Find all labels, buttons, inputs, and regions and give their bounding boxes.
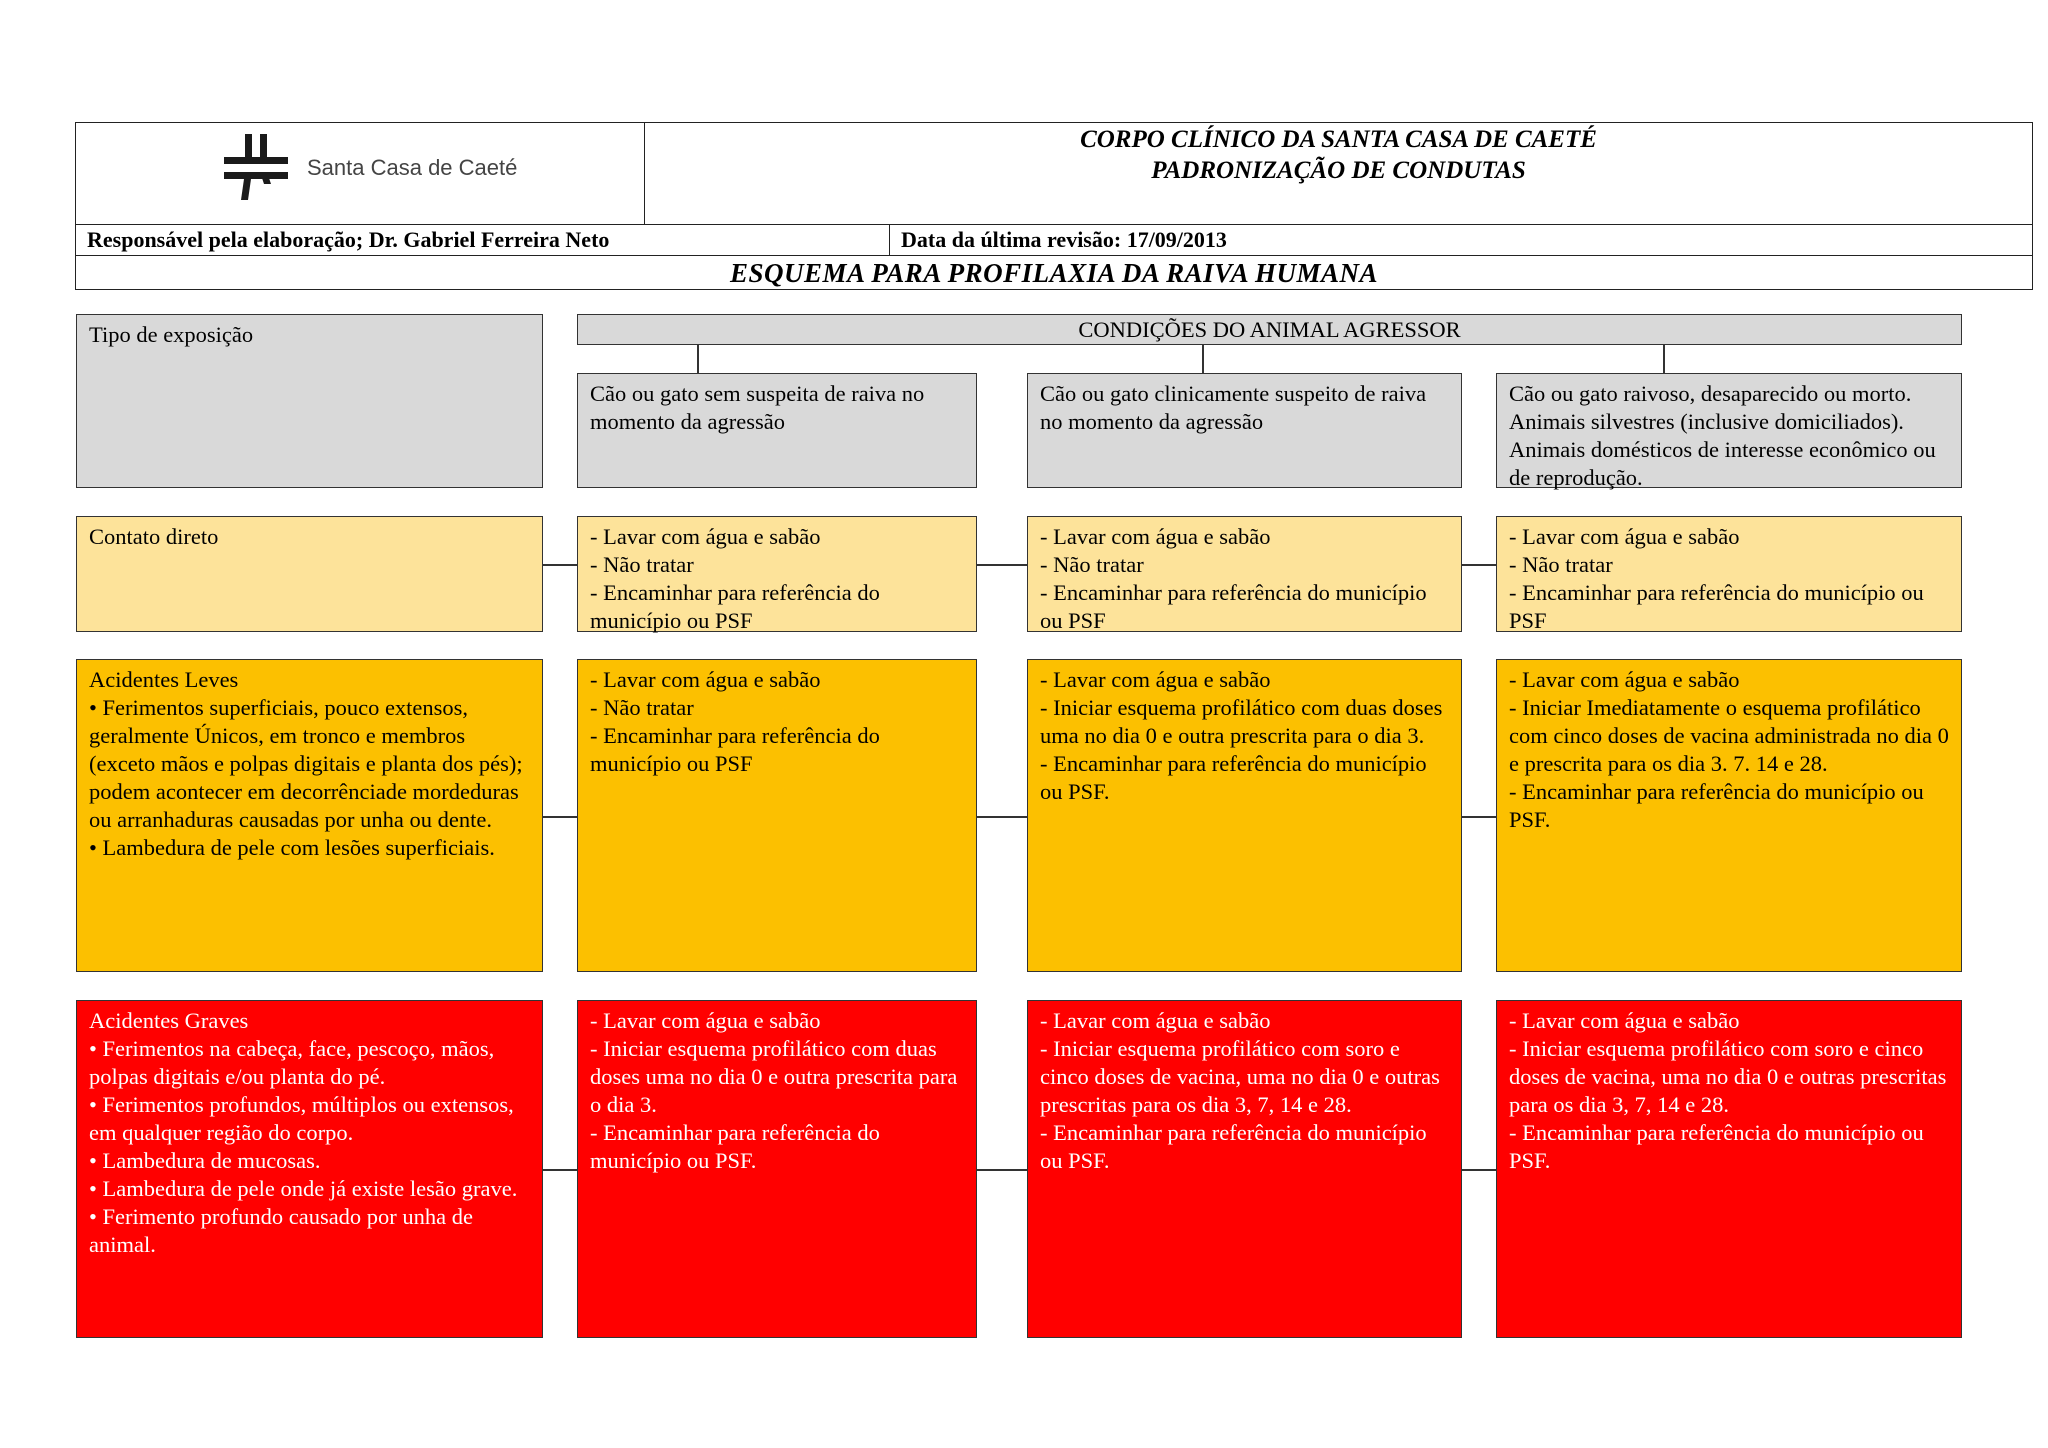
condition-clinically-suspect: Cão ou gato clinicamente suspeito de raiva no momento da agressão <box>1027 373 1462 488</box>
mild-accidents-no-suspicion: - Lavar com água e sabão - Não tratar - Encaminhar para referência do município ou PSF <box>577 659 977 972</box>
severe-accidents-suspect: - Lavar com água e sabão - Iniciar esquema profilático com soro e cinco doses de vacina, uma no dia 0 e outras prescritas para os dia 3, 7, 14 e 28. - Encaminhar para referência do município ou PSF. <box>1027 1000 1462 1338</box>
exposure-mild-accidents: Acidentes Leves • Ferimentos superficiais, pouco extensos, geralmente Únicos, em tronco e membros (exceto mãos e polpas digitais e planta dos pés); podem acontecer em decorrênciade mordeduras ou arranhaduras causadas por unha ou dente. • Lambedura de pele com lesões superficiais. <box>76 659 543 972</box>
santa-casa-cross-icon <box>224 134 288 204</box>
connector-line <box>1202 345 1204 373</box>
exposure-type-header: Tipo de exposição <box>76 314 543 488</box>
responsible-label: Responsável pela elaboração; Dr. Gabriel Ferreira Neto <box>87 227 610 252</box>
logo <box>210 122 530 218</box>
direct-contact-suspect: - Lavar com água e sabão - Não tratar - Encaminhar para referência do município ou PSF <box>1027 516 1462 632</box>
direct-contact-no-suspicion: - Lavar com água e sabão - Não tratar - Encaminhar para referência do município ou PSF <box>577 516 977 632</box>
condition-rabid-or-wild: Cão ou gato raivoso, desaparecido ou morto. Animais silvestres (inclusive domiciliados). Animais domésticos de interesse econômico ou de reprodução. <box>1496 373 1962 488</box>
connector-line <box>976 816 1028 818</box>
mild-accidents-rabid: - Lavar com água e sabão - Iniciar Imediatamente o esquema profilático com cinco doses de vacina administrada no dia 0 e prescrita para os dia 3. 7. 14 e 28. - Encaminhar para referência do município ou PSF. <box>1496 659 1962 972</box>
connector-line <box>542 564 578 566</box>
connector-line <box>1663 345 1665 373</box>
direct-contact-rabid: - Lavar com água e sabão - Não tratar - Encaminhar para referência do município ou PSF <box>1496 516 1962 632</box>
scheme-title: ESQUEMA PARA PROFILAXIA DA RAIVA HUMANA <box>730 258 1378 288</box>
exposure-direct-contact: Contato direto <box>76 516 543 632</box>
connector-line <box>1461 564 1497 566</box>
mild-accidents-suspect: - Lavar com água e sabão - Iniciar esquema profilático com duas doses uma no dia 0 e outra prescrita para o dia 3. - Encaminhar para referência do município ou PSF. <box>1027 659 1462 972</box>
connector-line <box>697 345 699 373</box>
connector-line <box>1461 816 1497 818</box>
connector-line <box>976 1169 1028 1171</box>
animal-conditions-header: CONDIÇÕES DO ANIMAL AGRESSOR <box>577 314 1962 345</box>
header-title-line2: PADRONIZAÇÃO DE CONDUTAS <box>1151 157 1526 184</box>
connector-line <box>1461 1169 1497 1171</box>
revision-label: Data da última revisão: 17/09/2013 <box>901 227 1227 252</box>
severe-accidents-no-suspicion: - Lavar com água e sabão - Iniciar esquema profilático com duas doses uma no dia 0 e outra prescrita para o dia 3. - Encaminhar para referência do município ou PSF. <box>577 1000 977 1338</box>
connector-line <box>976 564 1028 566</box>
header-title-line1: CORPO CLÍNICO DA SANTA CASA DE CAETÉ <box>1080 126 1597 153</box>
severe-accidents-rabid: - Lavar com água e sabão - Iniciar esquema profilático com soro e cinco doses de vacina, uma no dia 0 e outras prescritas para os dia 3, 7, 14 e 28. - Encaminhar para referência do município ou PSF. <box>1496 1000 1962 1338</box>
exposure-severe-accidents: Acidentes Graves • Ferimentos na cabeça, face, pescoço, mãos, polpas digitais e/ou planta do pé. • Ferimentos profundos, múltiplos ou extensos, em qualquer região do corpo. • Lambedura de mucosas. • Lambedura de pele onde já existe lesão grave. • Ferimento profundo causado por unha de animal. <box>76 1000 543 1338</box>
logo-text: Santa Casa de Caeté <box>307 155 518 180</box>
connector-line <box>542 1169 578 1171</box>
condition-no-suspicion: Cão ou gato sem suspeita de raiva no momento da agressão <box>577 373 977 488</box>
header-title <box>644 124 2033 186</box>
connector-line <box>542 816 578 818</box>
